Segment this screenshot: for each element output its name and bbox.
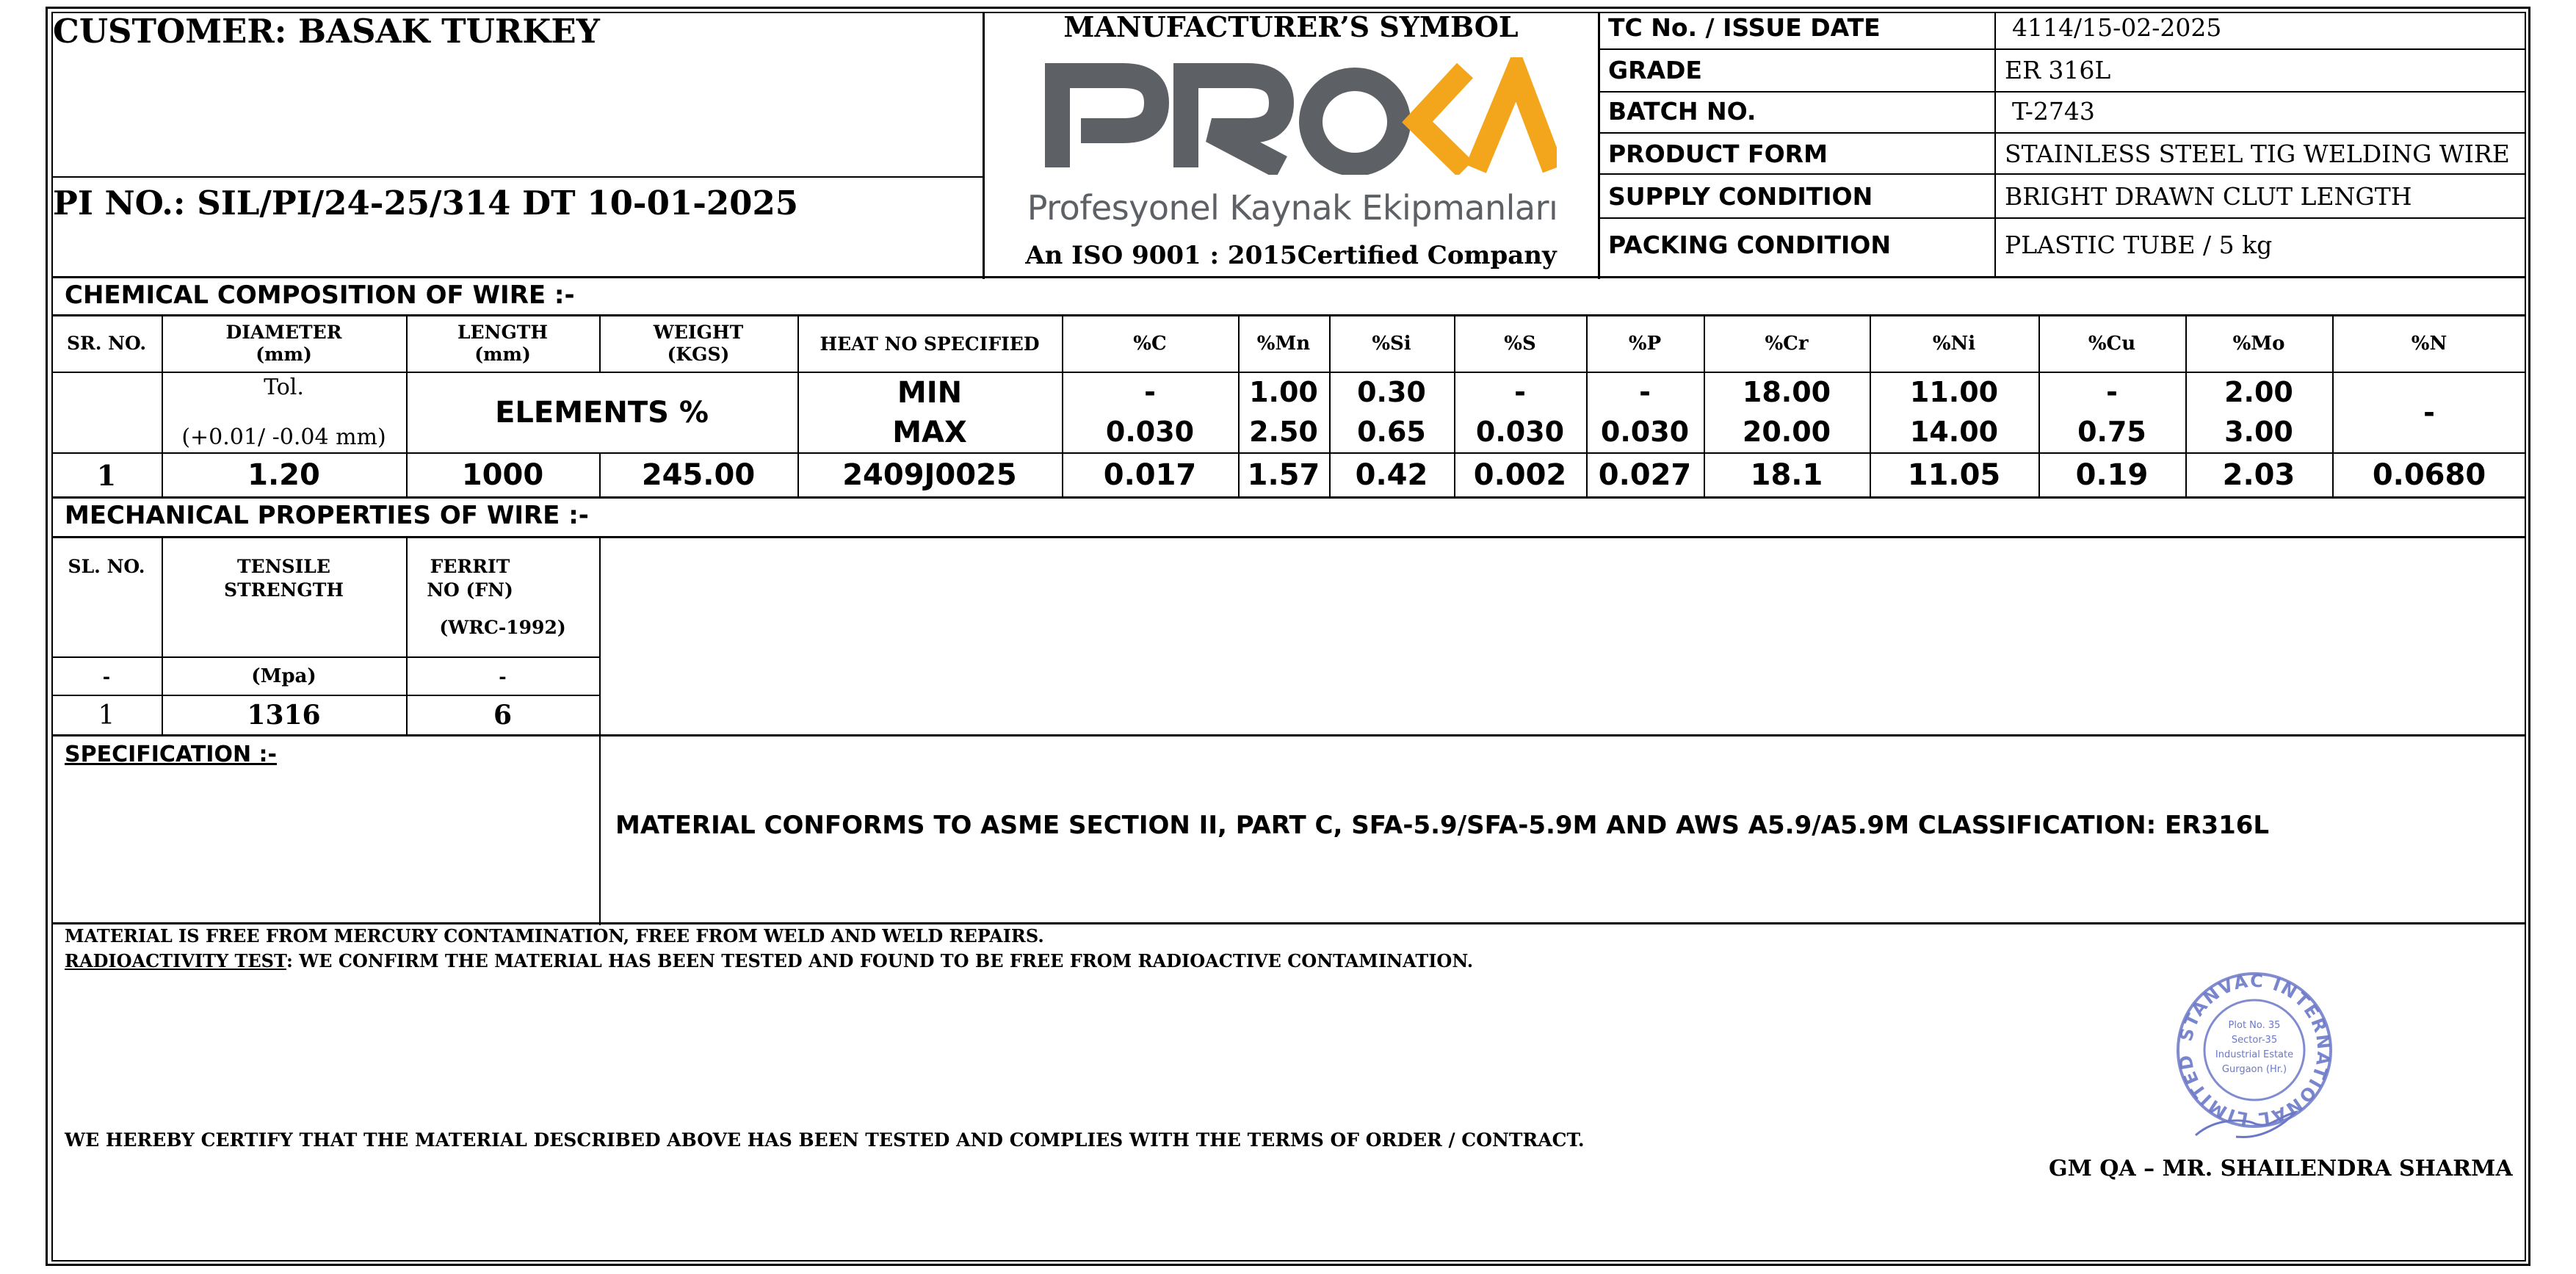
min-s: - — [1514, 376, 1526, 408]
customer-name: CUSTOMER: BASAK TURKEY — [53, 12, 600, 51]
iso-certification: An ISO 9001 : 2015Certified Company — [1025, 241, 1557, 270]
header-divider-2 — [1598, 12, 1600, 279]
limit-n: - — [2423, 397, 2435, 429]
chem-row-cu: 0.19 — [2075, 458, 2149, 492]
info-label-supply: SUPPLY CONDITION — [1608, 182, 1873, 211]
info-value-product-form: STAINLESS STEEL TIG WELDING WIRE — [2005, 140, 2510, 168]
chem-header-length-unit: (mm) — [474, 344, 531, 365]
chem-header-si: %Si — [1372, 333, 1411, 355]
company-stamp — [2166, 955, 2342, 1145]
manufacturer-symbol-label: MANUFACTURER’S SYMBOL — [1063, 10, 1519, 43]
logo-subtitle: Profesyonel Kaynak Ekipmanları — [1027, 188, 1558, 228]
max-mn: 2.50 — [1249, 416, 1318, 448]
chem-header-weight — [599, 316, 797, 372]
chem-row-mn: 1.57 — [1247, 458, 1320, 492]
proka-logo — [1035, 57, 1557, 175]
mech-unit-ferrit: - — [499, 665, 507, 687]
min-cr: 18.00 — [1742, 376, 1831, 408]
chem-row-heat: 2409J0025 — [842, 458, 1017, 492]
pi-number: PI NO.: SIL/PI/24-25/314 DT 10-01-2025 — [53, 184, 799, 222]
chem-header-ni: %Ni — [1932, 333, 1976, 355]
header-divider-1 — [983, 12, 985, 279]
certification-statement: WE HEREBY CERTIFY THAT THE MATERIAL DESCRIBED ABOVE HAS BEEN TESTED AND COMPLIES WITH THE TERMS OF ORDER / CONTRACT. — [65, 1129, 1585, 1151]
mech-title-bottom-line — [51, 536, 2526, 538]
chem-header-cr: %Cr — [1765, 333, 1809, 355]
chem-header-weight-label: WEIGHT — [653, 322, 744, 343]
info-value-tc: 4114/15-02-2025 — [2012, 13, 2222, 42]
max-mo: 3.00 — [2224, 416, 2293, 448]
max-label: MAX — [892, 416, 967, 449]
chem-header-diameter — [162, 316, 406, 372]
info-row-line — [1598, 91, 2526, 93]
chem-row-mo: 2.03 — [2222, 458, 2295, 492]
max-c: 0.030 — [1105, 416, 1195, 448]
radioactivity-label: RADIOACTIVITY TEST — [65, 950, 287, 971]
mech-bottom-line — [51, 734, 2526, 736]
info-row-line — [1598, 217, 2526, 219]
mech-header-ferrit: FERRIT NO (FN) — [427, 556, 513, 601]
proka-logo-graphic — [1035, 57, 1557, 175]
info-label-grade: GRADE — [1608, 56, 1702, 84]
stamp-line-4: Gurgaon (Hr.) — [2221, 1064, 2287, 1075]
signatory-name: GM QA – MR. SHAILENDRA SHARMA — [2049, 1156, 2513, 1181]
mercury-note: MATERIAL IS FREE FROM MERCURY CONTAMINATION, FREE FROM WELD AND WELD REPAIRS. — [65, 925, 1044, 947]
mech-header-sl: SL. NO. — [68, 556, 145, 577]
chem-header-n: %N — [2411, 333, 2447, 355]
info-label-product-form: PRODUCT FORM — [1608, 140, 1828, 168]
chem-header-diameter-unit: (mm) — [256, 344, 312, 365]
chem-row-c: 0.017 — [1103, 458, 1197, 492]
chem-header-length — [406, 316, 599, 372]
stamp-graphic — [2166, 955, 2342, 1145]
chem-bottom-line — [51, 496, 2526, 499]
min-p: - — [1639, 376, 1651, 408]
spec-bottom-line — [51, 922, 2526, 924]
chem-header-c: %C — [1133, 333, 1167, 355]
max-si: 0.65 — [1357, 416, 1426, 448]
chem-header-s: %S — [1504, 333, 1536, 355]
chem-row-p: 0.027 — [1598, 458, 1692, 492]
max-cr: 20.00 — [1742, 416, 1831, 448]
stamp-line-2: Sector-35 — [2231, 1035, 2278, 1046]
specification-label: SPECIFICATION :- — [65, 742, 277, 767]
info-row-line — [1598, 132, 2526, 134]
info-value-supply: BRIGHT DRAWN CLUT LENGTH — [2005, 182, 2412, 211]
chem-header-length-label: LENGTH — [457, 322, 549, 343]
info-label-batch: BATCH NO. — [1608, 97, 1756, 126]
mechanical-section-title: MECHANICAL PROPERTIES OF WIRE :- — [65, 501, 589, 530]
max-p: 0.030 — [1600, 416, 1690, 448]
header-bottom-line — [51, 276, 2526, 278]
radioactivity-text: : WE CONFIRM THE MATERIAL HAS BEEN TESTED AND FOUND TO BE FREE FROM RADIOACTIVE CONTAMINATION. — [286, 950, 1474, 971]
mech-row-tensile: 1316 — [247, 700, 321, 731]
mech-header-ferrit-std: (WRC-1992) — [439, 617, 566, 638]
chem-row-si: 0.42 — [1355, 458, 1428, 492]
chem-row-cr: 18.1 — [1750, 458, 1823, 492]
specification-text: MATERIAL CONFORMS TO ASME SECTION II, PART C, SFA-5.9/SFA-5.9M AND AWS A5.9/A5.9M CLASSIFICATION: ER316L — [615, 811, 2270, 840]
radioactivity-note — [65, 950, 1473, 971]
chem-header-cu: %Cu — [2088, 333, 2136, 355]
min-mn: 1.00 — [1249, 376, 1318, 408]
info-value-grade: ER 316L — [2005, 56, 2111, 84]
min-si: 0.30 — [1357, 376, 1426, 408]
mech-unit-sl: - — [102, 665, 111, 687]
chem-header-heat: HEAT NO SPECIFIED — [820, 333, 1040, 355]
max-ni: 14.00 — [1909, 416, 1999, 448]
mech-unit-tensile: (Mpa) — [251, 665, 316, 687]
chem-header-diameter-label: DIAMETER — [225, 322, 342, 343]
tolerance-label: Tol. — [264, 374, 304, 400]
chem-row-sr: 1 — [96, 458, 117, 492]
header-customer-divider — [51, 176, 983, 178]
stamp-line-1: Plot No. 35 — [2228, 1020, 2281, 1031]
mech-header-tensile: TENSILE STRENGTH — [224, 556, 344, 601]
chem-header-weight-unit: (KGS) — [667, 344, 730, 365]
mech-row-sl: 1 — [98, 700, 115, 731]
info-row-line — [1598, 173, 2526, 175]
info-label-tc: TC No. / ISSUE DATE — [1608, 13, 1881, 42]
info-value-packing: PLASTIC TUBE / 5 kg — [2005, 231, 2273, 259]
stamp-line-3: Industrial Estate — [2215, 1049, 2294, 1060]
min-mo: 2.00 — [2224, 376, 2293, 408]
tolerance-value: (+0.01/ -0.04 mm) — [181, 424, 386, 450]
chem-header-p: %P — [1628, 333, 1662, 355]
chemical-section-title: CHEMICAL COMPOSITION OF WIRE :- — [65, 281, 575, 310]
elements-percent-label: ELEMENTS % — [495, 396, 709, 430]
min-ni: 11.00 — [1909, 376, 1999, 408]
info-row-line — [1598, 48, 2526, 50]
chem-row-length: 1000 — [461, 458, 544, 492]
min-label: MIN — [897, 376, 963, 410]
info-column-divider — [1994, 12, 1996, 276]
info-value-batch: T-2743 — [2012, 97, 2095, 126]
stamp-ring-text: STANVAC INTERNATIONAL LIMITED — [2174, 970, 2334, 1130]
max-cu: 0.75 — [2077, 416, 2146, 448]
min-cu: - — [2106, 376, 2118, 408]
chem-header-sr: SR. NO. — [66, 333, 147, 354]
chem-row-weight: 245.00 — [641, 458, 756, 492]
mech-row-ferrit: 6 — [493, 700, 513, 731]
chem-row-diameter: 1.20 — [247, 458, 320, 492]
chem-row-ni: 11.05 — [1907, 458, 2001, 492]
info-label-packing: PACKING CONDITION — [1608, 231, 1891, 259]
chem-row-s: 0.002 — [1473, 458, 1567, 492]
max-s: 0.030 — [1475, 416, 1565, 448]
chem-header-mn: %Mn — [1256, 333, 1311, 355]
chem-header-mo: %Mo — [2232, 333, 2285, 355]
mech-col-line-long — [599, 536, 601, 925]
chem-row-n: 0.0680 — [2372, 458, 2486, 492]
min-c: - — [1144, 376, 1156, 408]
